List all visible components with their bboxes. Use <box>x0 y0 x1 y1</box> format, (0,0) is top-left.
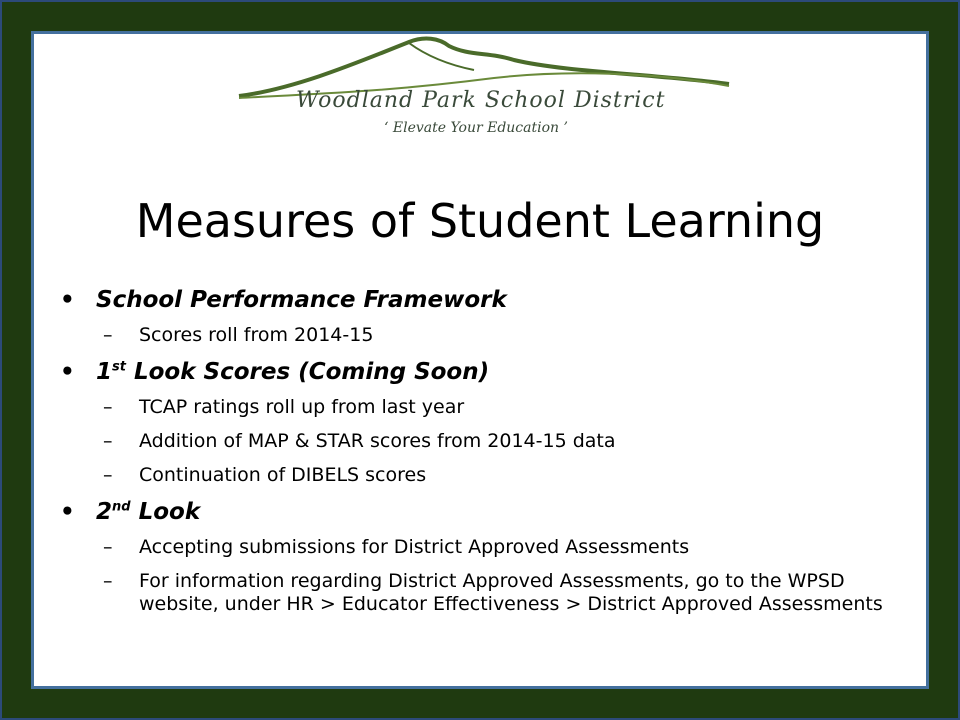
bullet-text: School Performance Framework <box>96 287 507 313</box>
sub-bullet <box>60 536 920 558</box>
slide-title: Measures of Student Learning <box>135 194 825 248</box>
bullet-school-performance <box>60 286 920 314</box>
bullet-second-look <box>60 498 920 526</box>
dash-icon: – <box>103 536 113 558</box>
sub-bullet-text: Accepting submissions for District Approved Assessments <box>139 536 690 558</box>
bullet-first-look <box>60 358 920 386</box>
sub-bullet-text: Scores roll from 2014-15 <box>139 324 374 346</box>
dash-icon: – <box>103 324 113 346</box>
sub-bullet-text: For information regarding District Approved Assessments, go to the WPSD website, under HR > Educator Effectiveness > District Approved Assessments <box>139 570 883 615</box>
bullet-superscript: nd <box>112 499 131 515</box>
dash-icon: – <box>103 570 113 592</box>
bullet-prefix: 2 <box>96 499 113 525</box>
bullet-text: Look <box>130 499 201 525</box>
district-logo <box>234 34 734 154</box>
bullet-text: Look Scores (Coming Soon) <box>125 359 490 385</box>
bullet-superscript: st <box>112 359 126 375</box>
dash-icon: – <box>103 430 113 452</box>
sub-bullet-text: TCAP ratings roll up from last year <box>139 396 465 418</box>
sub-bullet-text: Continuation of DIBELS scores <box>139 464 427 486</box>
logo-tagline: ‘ Elevate Your Education ’ <box>384 120 568 136</box>
dash-icon: – <box>103 396 113 418</box>
bullet-list <box>60 286 920 628</box>
sub-bullet <box>60 324 920 346</box>
sub-bullet <box>60 570 920 616</box>
sub-bullet <box>60 464 920 486</box>
sub-bullet-text: Addition of MAP & STAR scores from 2014-15 data <box>139 430 616 452</box>
logo-district-name: Woodland Park School District <box>296 88 666 113</box>
bullet-dot-icon: • <box>60 287 75 313</box>
bullet-dot-icon: • <box>60 359 75 385</box>
sub-bullet <box>60 430 920 452</box>
slide <box>31 31 929 689</box>
bullet-prefix: 1 <box>96 359 113 385</box>
dash-icon: – <box>103 464 113 486</box>
bullet-dot-icon: • <box>60 499 75 525</box>
sub-bullet <box>60 396 920 418</box>
